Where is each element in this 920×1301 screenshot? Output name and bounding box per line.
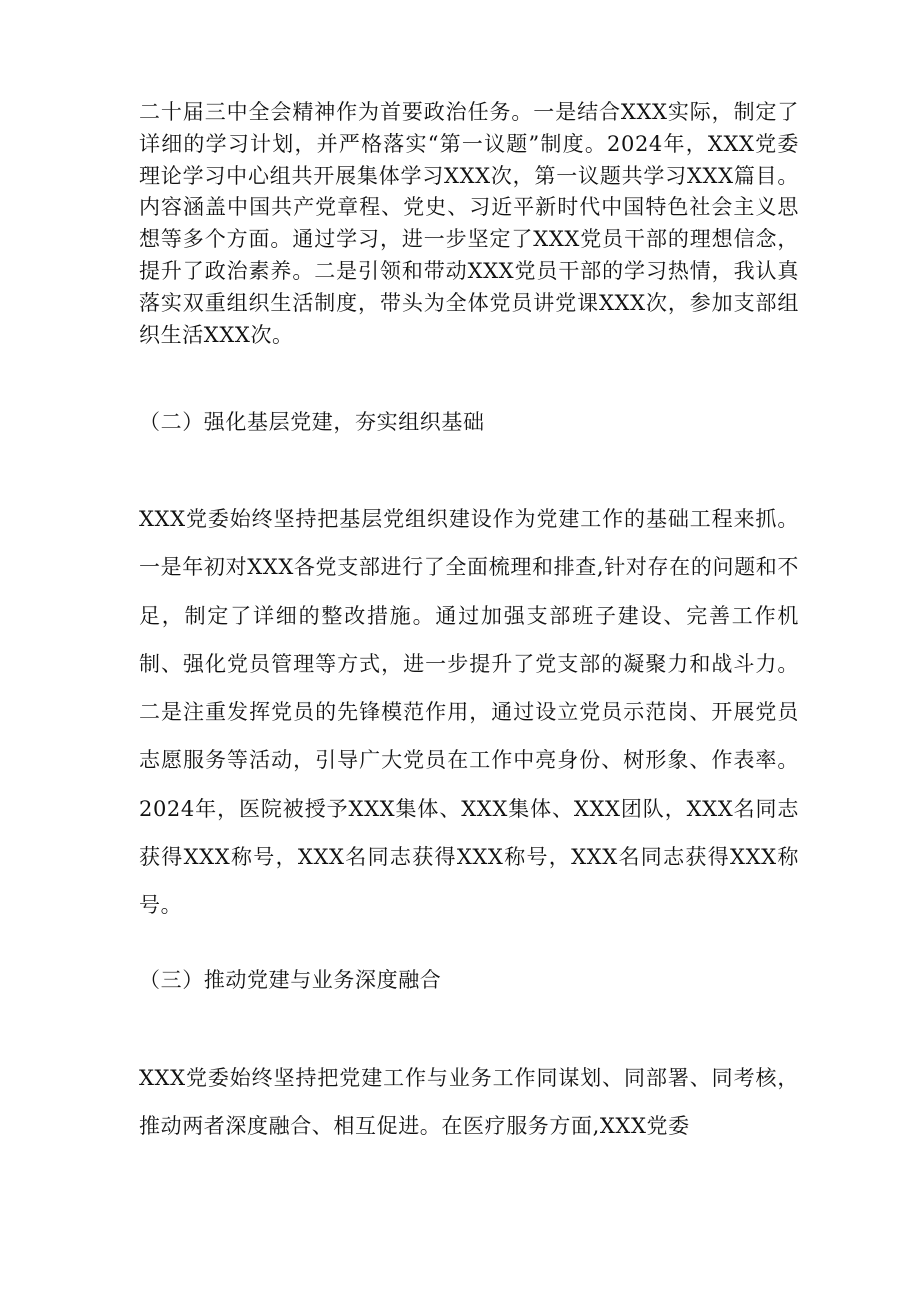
body-paragraph-1: 二十届三中全会精神作为首要政治任务。一是结合XXX实际，制定了详细的学习计划，并严格落实“第一议题”制度。2024年，XXX党委理论学习中心组共开展集体学习XXX次，第一议题共学习XXX篇目。内容涵盖中国共产党章程、党史、习近平新时代中国特色社会主义思想等多个方面。通过学习，进一步坚定了XXX党员干部的理想信念，提升了政治素养。二是引领和带动XXX党员干部的学习热情，我认真落实双重组织生活制度，带头为全体党员讲党课XXX次，参加支部组织生活XXX次。 <box>139 100 799 347</box>
section-heading-3: （三）推动党建与业务深度融合 <box>139 968 442 992</box>
body-paragraph-3: XXX党委始终坚持把党建工作与业务工作同谋划、同部署、同考核，推动两者深度融合、相互促进。在医疗服务方面,XXX党委 <box>139 1066 799 1139</box>
body-paragraph-2: XXX党委始终坚持把基层党组织建设作为党建工作的基础工程来抓。一是年初对XXX各党支部进行了全面梳理和排查,针对存在的问题和不足，制定了详细的整改措施。通过加强支部班子建设、完善工作机制、强化党员管理等方式，进一步提升了党支部的凝聚力和战斗力。二是注重发挥党员的先锋模范作用，通过设立党员示范岗、开展党员志愿服务等活动，引导广大党员在工作中亮身份、树形象、作表率。2024年，医院被授予XXX集体、XXX集体、XXX团队，XXX名同志获得XXX称号，XXX名同志获得XXX称号，XXX名同志获得XXX称号。 <box>139 507 799 918</box>
section-heading-2: （二）强化基层党建，夯实组织基础 <box>139 410 485 434</box>
